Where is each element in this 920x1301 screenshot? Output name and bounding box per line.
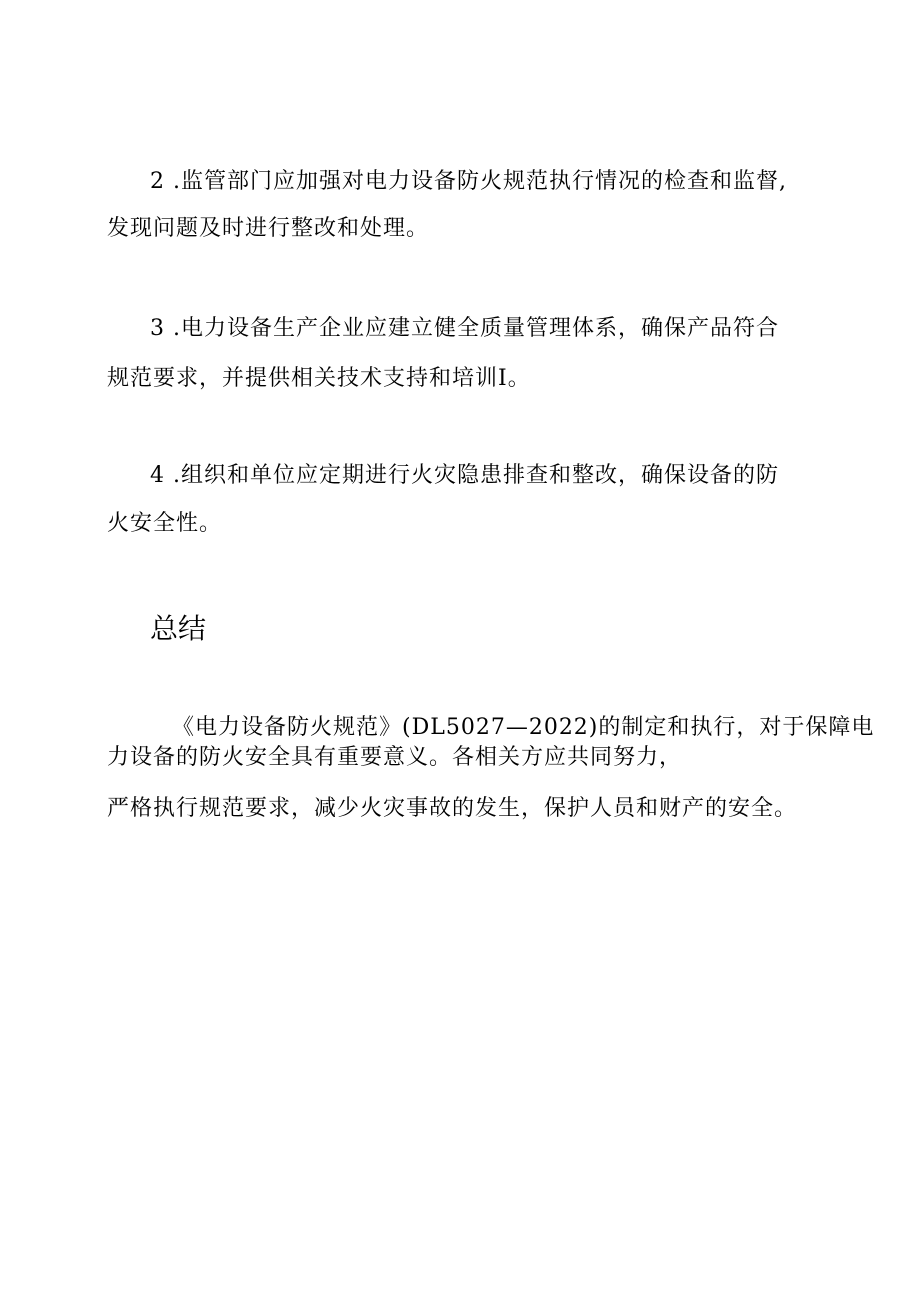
item-4-line-2: 火安全性。 xyxy=(107,511,223,536)
summary-line-2: 力设备的防火安全具有重要意义。各相关方应共同努力， xyxy=(107,745,683,770)
summary-line-3: 严格执行规范要求，减少火灾事故的发生，保护人员和财产的安全。 xyxy=(107,796,798,821)
summary-line-1: 《电力设备防火规范》(DL5027—2022)的制定和执行，对于保障电 xyxy=(172,715,875,740)
item-2-line-2: 发现问题及时进行整改和处理。 xyxy=(107,216,430,241)
summary-heading: 总结 xyxy=(150,612,207,645)
item-3-line-2: 规范要求，并提供相关技术支持和培训I。 xyxy=(107,366,531,391)
item-2-line-1: 2 .监管部门应加强对电力设备防火规范执行情况的检查和监督, xyxy=(150,169,787,194)
item-4-line-1: 4 .组织和单位应定期进行火灾隐患排查和整改，确保设备的防 xyxy=(150,463,779,488)
item-3-line-1: 3 .电力设备生产企业应建立健全质量管理体系，确保产品符合 xyxy=(150,316,779,341)
